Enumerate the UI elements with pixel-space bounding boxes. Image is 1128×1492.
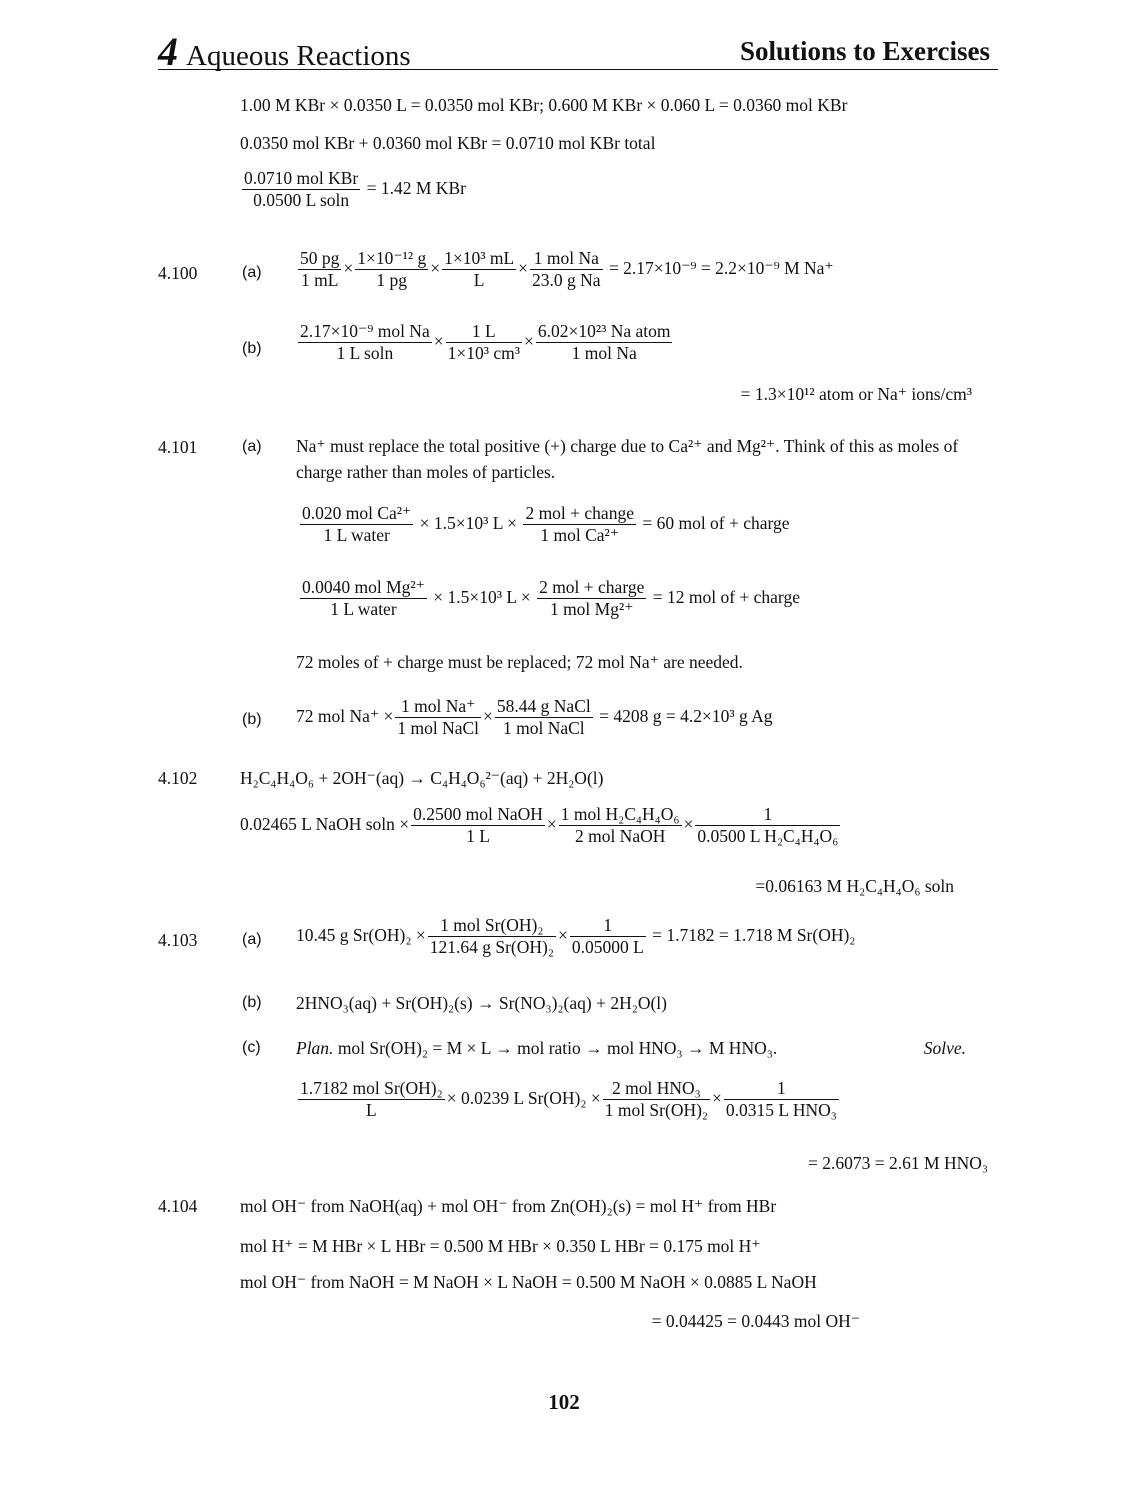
fraction: $\frac{1}{0.05000 L}$ bbox=[571, 915, 644, 958]
ex102-result: =0.06163 M H₂C₄H₄O₆ soln bbox=[755, 876, 954, 896]
fraction: $\frac{\text{0.0040 mol Mg²⁺}}{\text{1 L water}}$ bbox=[302, 577, 425, 620]
chapter-number: 4 bbox=[158, 29, 178, 74]
fraction: $\frac{1}{\text{0.0315 L HNO₃}}$ bbox=[725, 1078, 837, 1121]
intro-line-1: 1.00 M KBr × 0.0350 L = 0.0350 mol KBr; 0.600 M KBr × 0.060 L = 0.0360 mol KBr bbox=[240, 95, 848, 115]
fraction: $\frac{\text{1×10³ mL}}{L}$ bbox=[444, 248, 515, 291]
intro-line-2: 0.0350 mol KBr + 0.0360 mol KBr = 0.0710 mol KBr total bbox=[240, 133, 656, 153]
ex104-line-4: = 0.04425 = 0.0443 mol OH⁻ bbox=[651, 1311, 860, 1331]
chapter-title: Aqueous Reactions bbox=[186, 40, 411, 72]
page-number: 102 bbox=[548, 1390, 580, 1414]
exercise-number-4-104: 4.104 bbox=[158, 1196, 198, 1216]
fraction: $\frac{\text{1 mol H₂C₄H₄O₆}}{\text{2 mol NaOH}}$ bbox=[560, 804, 680, 847]
fraction: $\frac{\text{1.7182 mol Sr(OH)₂}}{L}$ bbox=[300, 1078, 443, 1121]
ex103-c-calc: $\frac{\text{1.7182 mol Sr(OH)₂}}{L}$ × 0.0239 L Sr(OH)₂ × $\frac{\text{2 mol HNO₃}}{\text{1 mol Sr(OH)₂}}$ × $\frac{1}{\text{0.0315 L HNO₃}}$ bbox=[300, 1078, 837, 1121]
ex101-b-result: = 4208 g = 4.2×10³ g Ag bbox=[599, 705, 773, 726]
fraction: $\frac{\text{2 mol + change}}{\text{1 mol Ca²⁺}}$ bbox=[525, 503, 634, 546]
fraction: $\frac{1}{\text{0.0500 L H₂C₄H₄O₆}}$ bbox=[697, 804, 839, 847]
ex103-c-result: = 2.6073 = 2.61 M HNO₃ bbox=[808, 1153, 988, 1173]
part-label-a: (a) bbox=[242, 438, 262, 455]
ex101-b-calc: 72 mol Na⁺ × $\frac{\text{1 mol Na⁺}}{\text{1 mol NaCl}}$ × $\frac{\text{58.44 g NaCl}}{\text{1 mol NaCl}}$ = 4208 g = 4.2×10³ g Ag bbox=[296, 696, 773, 739]
fraction: $\frac{\text{0.0710 mol KBr}}{\text{0.0500 L soln}}$ bbox=[244, 168, 359, 211]
ex102-calc: 0.02465 L NaOH soln × $\frac{\text{0.2500 mol NaOH}}{1 L}$ × $\frac{\text{1 mol H₂C₄H₄O₆}}{\text{2 mol NaOH}}$ × $\frac{1}{\text{0.0500 L H₂C₄H₄O₆}}$ bbox=[240, 804, 839, 847]
fraction: $\frac{\text{1 mol Na⁺}}{\text{1 mol NaCl}}$ bbox=[397, 696, 480, 739]
fraction: $\frac{\text{58.44 g NaCl}}{\text{1 mol NaCl}}$ bbox=[496, 696, 591, 739]
ex103-c-solve: Solve. bbox=[923, 1038, 966, 1058]
part-label-a: (a) bbox=[242, 264, 262, 281]
ex100-b-result: = 1.3×10¹² atom or Na⁺ ions/cm³ bbox=[740, 384, 972, 404]
ex103-a-calc: 10.45 g Sr(OH)₂ × $\frac{\text{1 mol Sr(OH)₂}}{\text{121.64 g Sr(OH)₂}}$ × $\frac{1}{0.05000 L}$ = 1.7182 = 1.718 M Sr(OH)₂ bbox=[296, 915, 856, 958]
ex104-line-3: mol OH⁻ from NaOH = M NaOH × L NaOH = 0.500 M NaOH × 0.0885 L NaOH bbox=[240, 1272, 817, 1292]
ex101-ca-result: = 60 mol of + charge bbox=[642, 512, 790, 533]
exercise-number-4-101: 4.101 bbox=[158, 437, 198, 457]
exercise-number-4-100: 4.100 bbox=[158, 263, 198, 283]
ex101-mg-calc: $\frac{\text{0.0040 mol Mg²⁺}}{\text{1 L water}}$ × 1.5×10³ L × $\frac{\text{2 mol + charge}}{\text{1 mol Mg²⁺}}$ = 12 mol of + charge bbox=[302, 577, 800, 620]
fraction: $\frac{1 L}{\text{1×10³ cm³}}$ bbox=[447, 321, 520, 364]
part-label-b: (b) bbox=[242, 994, 262, 1011]
fraction: $\frac{\text{1×10⁻¹² g}}{1 pg}$ bbox=[357, 248, 427, 291]
ex103-c-plan: Plan. mol Sr(OH)₂ = M × L → mol ratio → mol HNO₃ → M HNO₃. bbox=[296, 1038, 778, 1058]
fraction: $\frac{\text{2 mol + charge}}{\text{1 mol Mg²⁺}}$ bbox=[539, 577, 645, 620]
header-rule bbox=[158, 69, 998, 70]
ex101-ca-calc: $\frac{\text{0.020 mol Ca²⁺}}{\text{1 L water}}$ × 1.5×10³ L × $\frac{\text{2 mol + change}}{\text{1 mol Ca²⁺}}$ = 60 mol of + charge bbox=[302, 503, 790, 546]
ex101-summary: 72 moles of + charge must be replaced; 72 mol Na⁺ are needed. bbox=[296, 652, 743, 672]
fraction: $\frac{50 pg}{1 mL}$ bbox=[300, 248, 340, 291]
exercise-number-4-103: 4.103 bbox=[158, 930, 198, 950]
fraction: $\frac{\text{2.17×10⁻⁹ mol Na}}{\text{1 L soln}}$ bbox=[300, 321, 430, 364]
chapter-heading bbox=[158, 28, 411, 75]
exercise-number-4-102: 4.102 bbox=[158, 768, 198, 788]
ex100-a-calc: $\frac{50 pg}{1 mL}$ × $\frac{\text{1×10⁻¹² g}}{1 pg}$ × $\frac{\text{1×10³ mL}}{L}$ × $\frac{\text{1 mol Na}}{\text{23.0 g Na}}$ = 2.17×10⁻⁹ = 2.2×10⁻⁹ M Na⁺ bbox=[300, 248, 834, 291]
fraction: $\frac{\text{1 mol Sr(OH)₂}}{\text{121.64 g Sr(OH)₂}}$ bbox=[429, 915, 554, 958]
part-label-b: (b) bbox=[242, 711, 262, 728]
section-title: Solutions to Exercises bbox=[739, 36, 990, 66]
part-label-c: (c) bbox=[242, 1039, 261, 1056]
ex100-b-calc: $\frac{\text{2.17×10⁻⁹ mol Na}}{\text{1 L soln}}$ × $\frac{1 L}{\text{1×10³ cm³}}$ × $\frac{\text{6.02×10²³ Na atom}}{\text{1 mol Na}}$ bbox=[300, 321, 671, 364]
intro-result: = 1.42 M KBr bbox=[366, 177, 466, 198]
ex104-line-2: mol H⁺ = M HBr × L HBr = 0.500 M HBr × 0.350 L HBr = 0.175 mol H⁺ bbox=[240, 1236, 761, 1256]
part-label-b: (b) bbox=[242, 340, 262, 357]
plan-label: Plan. bbox=[296, 1038, 334, 1058]
fraction: $\frac{\text{6.02×10²³ Na atom}}{\text{1 mol Na}}$ bbox=[537, 321, 671, 364]
fraction: $\frac{\text{1 mol Na}}{\text{23.0 g Na}}$ bbox=[532, 248, 601, 291]
part-label-a: (a) bbox=[242, 931, 262, 948]
intro-calc bbox=[240, 168, 466, 212]
ex103-b-equation: 2HNO₃(aq) + Sr(OH)₂(s) → Sr(NO₃)₂(aq) + 2H₂O(l) bbox=[296, 993, 667, 1013]
fraction: $\frac{\text{2 mol HNO₃}}{\text{1 mol Sr(OH)₂}}$ bbox=[604, 1078, 709, 1121]
ex101-a-text: Na⁺ must replace the total positive (+) charge due to Ca²⁺ and Mg²⁺. Think of this as moles of charge rather than moles of particles. bbox=[296, 436, 959, 483]
fraction: $\frac{\text{0.2500 mol NaOH}}{1 L}$ bbox=[413, 804, 543, 847]
fraction: $\frac{\text{0.020 mol Ca²⁺}}{\text{1 L water}}$ bbox=[302, 503, 412, 546]
ex104-line-1: mol OH⁻ from NaOH(aq) + mol OH⁻ from Zn(OH)₂(s) = mol H⁺ from HBr bbox=[240, 1196, 777, 1216]
ex101-mg-result: = 12 mol of + charge bbox=[652, 586, 800, 607]
ex100-a-result: = 2.17×10⁻⁹ = 2.2×10⁻⁹ M Na⁺ bbox=[608, 257, 834, 278]
ex102-equation: H₂C₄H₄O₆ + 2OH⁻(aq) → C₄H₄O₆²⁻(aq) + 2H₂O(l) bbox=[240, 768, 604, 788]
ex103-a-result: = 1.7182 = 1.718 M Sr(OH)₂ bbox=[652, 924, 856, 945]
